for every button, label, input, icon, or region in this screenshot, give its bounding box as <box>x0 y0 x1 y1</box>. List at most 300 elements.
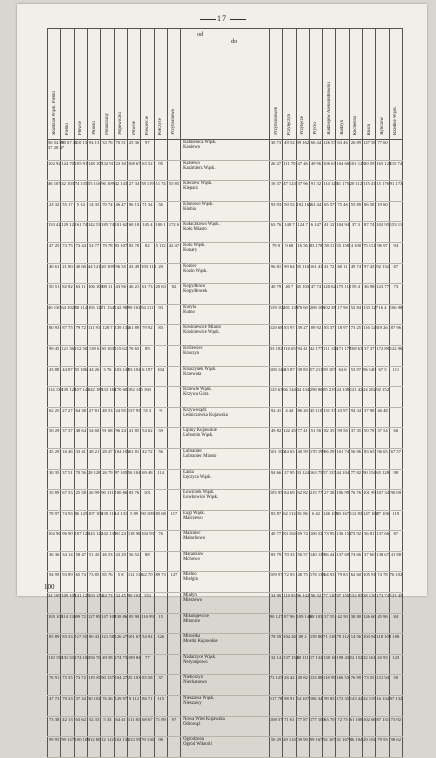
distance-cell <box>269 407 282 428</box>
station-name: Mitonice <box>183 618 201 624</box>
distance-cell <box>48 387 61 408</box>
distance-value: 79 112 <box>336 634 349 640</box>
distance-cell <box>141 469 154 490</box>
distance-cell <box>74 140 87 161</box>
distance-cell <box>48 675 61 696</box>
distance-cell <box>349 366 362 387</box>
distance-value: 71 61 <box>284 716 295 722</box>
table-row <box>48 490 403 511</box>
distance-cell <box>127 490 140 511</box>
distance-value: 80 114 <box>74 304 88 310</box>
distance-cell <box>296 160 309 181</box>
distance-cell <box>296 634 309 655</box>
distance-cell <box>167 490 180 511</box>
distance-cell <box>269 593 282 614</box>
distance-value: 182 145 <box>127 387 143 393</box>
distance-cell <box>349 160 365 181</box>
distance-value: 62 60 <box>350 572 362 578</box>
distance-cell <box>141 551 154 572</box>
distance-cell <box>269 613 282 634</box>
table-row <box>48 366 403 387</box>
distance-value <box>155 490 167 495</box>
distance-value: 73 125 <box>269 675 283 681</box>
distance-cell <box>61 737 74 758</box>
distance-value: 48 75 <box>297 572 308 578</box>
distance-value: 48 21 <box>88 448 100 454</box>
distance-cell <box>363 407 376 428</box>
page-bottom-number: 100 <box>44 583 55 591</box>
distance-cell <box>283 387 296 408</box>
distance-cell <box>48 242 61 263</box>
distance-value: 118 96 <box>127 531 141 537</box>
distance-value <box>168 490 180 495</box>
distance-cell <box>376 325 389 346</box>
distance-value: 101 99 <box>363 490 376 496</box>
right-column-header <box>309 29 322 140</box>
distance-cell <box>48 284 61 305</box>
station-name: Odrowąż <box>183 721 201 727</box>
distance-cell <box>363 160 376 181</box>
distance-cell <box>127 325 140 346</box>
right-column-header <box>283 29 296 140</box>
distance-cell <box>114 737 130 758</box>
distance-cell <box>376 654 389 675</box>
distance-value: 42 177 <box>309 345 323 351</box>
distance-value <box>168 264 180 269</box>
distance-value: 124 70 <box>61 160 74 166</box>
distance-cell <box>167 716 180 737</box>
distance-value: 104 26 <box>283 634 296 640</box>
station-name: Koniec <box>183 263 197 269</box>
distance-value: 104 <box>157 366 165 372</box>
distance-value: 56 <box>158 448 163 454</box>
distance-value: 133 59 <box>127 737 141 743</box>
distance-value: 37 54 <box>377 428 388 434</box>
distance-cell <box>74 407 87 428</box>
distance-cell <box>48 325 61 346</box>
distance-value <box>168 593 180 598</box>
distance-value: 105 95 <box>269 490 283 496</box>
station-name: Kołaczkowo Wąsk. <box>183 222 220 228</box>
distance-cell <box>363 387 376 408</box>
distance-cell <box>127 201 140 222</box>
distance-cell <box>87 284 103 305</box>
distance-cell <box>61 531 74 552</box>
distance-value: 37 3 <box>351 222 360 228</box>
station-name: Krzywosądź <box>183 407 207 413</box>
distance-cell <box>389 366 402 387</box>
station-names <box>181 531 270 552</box>
distance-cell <box>61 284 74 305</box>
distance-cell <box>87 263 100 284</box>
distance-value: 186 34 <box>309 696 323 702</box>
distance-cell <box>283 469 296 490</box>
distance-cell <box>349 140 362 161</box>
distance-value: 79 78 <box>102 242 113 248</box>
distance-value: 91 68 <box>102 428 113 434</box>
distance-cell <box>74 593 90 614</box>
distance-cell <box>269 242 282 263</box>
distance-value: 83 79 <box>270 551 282 557</box>
distance-cell <box>309 263 322 284</box>
table-row <box>48 407 403 428</box>
distance-value: 42 72 <box>142 448 153 454</box>
distance-cell <box>309 634 322 655</box>
distance-value: 86 104 <box>349 737 363 743</box>
distance-cell <box>87 716 100 737</box>
distance-cell <box>61 263 74 284</box>
distance-cell <box>336 304 349 325</box>
distance-cell <box>296 304 309 325</box>
distance-value: 34 60 <box>88 428 100 434</box>
distance-cell <box>154 737 167 758</box>
distance-value <box>168 161 180 166</box>
distance-value: 89 <box>145 345 150 351</box>
distance-value: 95 <box>158 160 163 166</box>
distance-cell <box>61 407 74 428</box>
distance-value: 73 25 <box>350 325 362 331</box>
distance-cell <box>74 201 87 222</box>
distance-cell <box>167 407 180 428</box>
distance-cell <box>154 222 167 243</box>
distance-value: 74 135 <box>74 181 88 187</box>
distance-value: 117 55 <box>74 634 88 640</box>
distance-cell <box>323 716 336 737</box>
distance-cell <box>87 140 100 161</box>
distance-value: 103 94 <box>363 634 376 640</box>
distance-value: 108 57 <box>269 716 283 722</box>
distance-cell <box>141 181 154 202</box>
distance-cell <box>154 387 167 408</box>
distance-value: 69 74 <box>297 531 308 537</box>
distance-cell <box>309 407 322 428</box>
distance-value: 83 76 <box>128 490 140 496</box>
distance-value: 46 107 <box>48 181 61 187</box>
distance-cell <box>363 284 376 305</box>
distance-cell <box>269 551 282 572</box>
distance-cell <box>48 531 61 552</box>
distance-value: 25 36 <box>128 140 140 145</box>
distance-value: 109 97 <box>269 572 283 578</box>
distance-cell <box>283 284 296 305</box>
distance-value: 137 95 <box>127 407 141 413</box>
distance-value: 123 <box>392 654 400 660</box>
distance-value: 63 52 <box>142 160 153 166</box>
distance-value: 96 140 <box>363 366 376 372</box>
distance-cell <box>283 407 296 428</box>
distance-value: 39 27 <box>297 325 308 331</box>
distance-value: 66 <box>393 428 399 434</box>
distance-value: 89 92 <box>310 325 322 331</box>
distance-cell <box>167 201 180 222</box>
distance-value: 127 89 <box>87 613 101 619</box>
distance-cell <box>154 634 167 655</box>
distance-cell <box>349 510 362 531</box>
distance-value: 67 53 <box>62 490 73 496</box>
distance-value: 100 108 <box>74 737 90 743</box>
station-name: Lubraniec <box>183 448 203 454</box>
distance-value <box>168 428 180 433</box>
distance-value: 101 <box>143 490 151 496</box>
distance-cell <box>74 304 87 325</box>
station-name: Nieszawa Wąsk. <box>183 696 215 702</box>
distance-cell <box>154 160 167 181</box>
distance-value: 17 96 <box>337 304 348 310</box>
distance-cell <box>296 469 309 490</box>
distance-value: 36 98 <box>364 284 375 290</box>
distance-value: 94 34 <box>350 407 362 413</box>
distance-value: 58 11 <box>324 242 335 248</box>
distance-value: 80 2 <box>298 634 307 640</box>
distance-cell <box>141 201 154 222</box>
distance-value: 108 <box>392 634 400 640</box>
station-name: Kaniewo <box>183 145 201 150</box>
distance-cell <box>389 304 402 325</box>
distance-value: 177 100 <box>309 716 325 722</box>
distance-value <box>155 655 167 660</box>
page-number: 17 <box>17 14 427 23</box>
distance-value: 40 77 <box>270 531 282 537</box>
distance-cell <box>389 407 402 428</box>
distance-cell <box>141 345 154 366</box>
station-name: Kazimierz Wąsk. <box>183 165 216 171</box>
distance-cell <box>376 284 389 305</box>
distance-cell <box>61 572 74 593</box>
distance-value: 27 34 <box>128 181 140 187</box>
distance-value: 3 76 <box>103 366 112 372</box>
distance-cell <box>167 366 180 387</box>
distance-value: 18 97 <box>337 325 348 331</box>
distance-cell <box>101 181 114 202</box>
table-row <box>48 510 403 531</box>
distance-value: 84 69 <box>284 490 295 496</box>
distance-cell <box>309 716 325 737</box>
distance-value: 102 38 <box>323 304 336 310</box>
table-row <box>48 675 403 696</box>
distance-cell <box>154 531 167 552</box>
distance-cell <box>154 428 167 449</box>
distance-cell <box>48 366 61 387</box>
distance-value: 50 78 <box>364 428 375 434</box>
distance-value: 86 71 <box>142 696 153 702</box>
distance-value: 36 81 <box>364 531 375 537</box>
distance-value: 104 102 <box>114 448 130 454</box>
distance-cell <box>141 572 154 593</box>
column-label: Rzadkie Wąsk. <box>393 106 399 135</box>
distance-cell <box>349 469 362 490</box>
distance-value: 71 89 <box>155 716 166 722</box>
distance-value: 30 59 <box>364 160 375 166</box>
distance-cell <box>283 572 296 593</box>
distance-value: 112 80 <box>87 737 101 743</box>
station-name: Krośniewice Wąsk. <box>183 330 220 336</box>
distance-value: 60 11 <box>337 263 348 269</box>
distance-cell <box>323 201 336 222</box>
distance-value: 78 60 <box>297 304 308 310</box>
distance-value: 14 35 <box>88 201 100 207</box>
distance-value: 40 59 <box>297 448 308 454</box>
distance-value: 67 57 <box>390 448 402 454</box>
distance-cell <box>376 407 389 428</box>
distance-value: 92 152 <box>376 387 390 393</box>
distance-value <box>168 387 180 392</box>
distance-value: 133 127 <box>363 304 378 310</box>
distance-value: 171 177 <box>336 345 352 351</box>
distance-value: 75 111 <box>363 242 376 248</box>
distance-cell <box>283 448 296 469</box>
distance-cell <box>154 325 167 346</box>
distance-cell <box>323 469 336 490</box>
distance-cell <box>376 140 389 161</box>
left-column-header <box>167 29 180 140</box>
distance-cell <box>101 593 114 614</box>
column-label: Płowki <box>91 121 97 135</box>
distance-cell <box>114 634 127 655</box>
distance-value: 119 35 <box>87 675 101 681</box>
distance-cell <box>283 304 299 325</box>
distance-cell <box>61 716 74 737</box>
distance-value: 33 124 <box>296 469 310 475</box>
station-names <box>181 181 270 202</box>
distance-value: 119 95 <box>283 593 296 599</box>
distance-value: 56 104 <box>127 469 141 475</box>
distance-value: 96 90 <box>62 531 73 537</box>
distance-cell <box>154 448 167 469</box>
distance-value: 77 82 <box>350 469 362 475</box>
distance-value: 87 74 <box>364 222 375 228</box>
station-names <box>181 160 270 181</box>
distance-cell <box>283 201 296 222</box>
distance-value: 41 12 <box>324 222 335 228</box>
distance-cell <box>389 510 402 531</box>
distance-value: 63 62 <box>75 716 86 722</box>
distance-value: 73 92 <box>350 531 362 537</box>
distance-cell <box>101 613 117 634</box>
distance-cell <box>154 696 167 717</box>
distance-value: 43 93 <box>377 654 388 660</box>
table-row <box>48 654 403 675</box>
distance-cell <box>154 242 167 263</box>
distance-cell <box>296 490 309 511</box>
distance-cell <box>376 510 389 531</box>
distance-cell <box>101 387 117 408</box>
distance-value: 44 134 <box>296 387 310 393</box>
distance-cell <box>61 696 74 717</box>
distance-cell <box>141 222 154 243</box>
distance-value: 115 62 <box>114 345 128 351</box>
distance-cell <box>127 510 140 531</box>
distance-value: 43 87 <box>284 366 295 372</box>
distance-value: 94 111 <box>141 304 154 310</box>
column-label: Rusin <box>366 123 372 135</box>
distance-value: 30 73 <box>270 140 282 145</box>
distance-value: 142 185 <box>87 387 103 393</box>
distance-cell <box>141 284 154 305</box>
distance-value: 71 34 <box>142 201 153 207</box>
distance-value: 73 <box>393 284 399 290</box>
distance-cell <box>336 325 349 346</box>
distance-value: 114 123 <box>323 181 338 187</box>
distance-cell <box>61 469 74 490</box>
table-row <box>48 201 403 222</box>
distance-cell <box>87 551 100 572</box>
distance-value: 114 133 <box>48 387 63 393</box>
table-row <box>48 531 403 552</box>
distance-value: 122 96 <box>389 345 403 351</box>
distance-cell <box>74 551 87 572</box>
distance-cell <box>154 140 167 161</box>
distance-cell <box>349 428 362 449</box>
distance-cell <box>269 160 282 181</box>
distance-cell <box>323 387 336 408</box>
distance-cell <box>323 325 336 346</box>
distance-cell <box>61 160 74 181</box>
distance-value: 102 66 <box>363 716 376 722</box>
distance-cell <box>154 510 167 531</box>
distance-cell <box>154 366 167 387</box>
distance-value: 105 100 <box>48 613 63 619</box>
distance-value: 27 81 <box>88 407 100 413</box>
distance-cell <box>363 613 376 634</box>
distance-cell <box>309 737 322 758</box>
distance-cell <box>154 201 167 222</box>
distance-cell <box>349 490 362 511</box>
distance-value: 76 99 <box>350 675 362 681</box>
distance-value: 126 57 <box>323 140 336 145</box>
distance-cell <box>114 387 127 408</box>
station-name: Lubraniec Miasto <box>183 453 217 459</box>
distance-value: 63 70 <box>324 716 335 722</box>
table-row <box>48 716 403 737</box>
distance-cell <box>61 366 74 387</box>
distance-cell <box>141 654 154 675</box>
distance-cell <box>74 242 87 263</box>
distance-value: 78 59 <box>270 634 282 640</box>
distance-value: 95 90 <box>128 613 140 619</box>
distance-cell <box>127 222 140 243</box>
distance-value: 72 75 <box>337 716 348 722</box>
distance-value: 46 21 <box>128 284 140 290</box>
distance-cell <box>336 160 349 181</box>
distance-cell <box>363 345 376 366</box>
station-name: Mirosłka <box>183 634 201 640</box>
station-names <box>181 551 270 572</box>
distance-value: 111 81 <box>127 716 141 722</box>
distance-value: 61 81 <box>128 448 140 454</box>
distance-value: 115 41 <box>363 181 376 187</box>
distance-value: 44 87 <box>62 366 73 372</box>
distance-cell <box>389 181 402 202</box>
distance-value: 42 143 <box>114 181 128 187</box>
distance-cell <box>61 387 77 408</box>
station-name: Królewiec <box>183 345 203 351</box>
distance-cell <box>376 634 392 655</box>
distance-value: 55 85 <box>168 181 180 187</box>
distance-value: 87 75 <box>62 325 73 331</box>
distance-value: 90 137 <box>101 675 114 681</box>
distance-value: 78 97 <box>48 510 60 516</box>
distance-value: 93 <box>158 304 163 310</box>
distance-cell <box>309 675 322 696</box>
station-name: Łęczyca Wąsk. <box>183 474 212 480</box>
distance-value: 98 91 <box>284 696 295 702</box>
distance-cell <box>309 325 322 346</box>
distance-cell <box>269 510 282 531</box>
distance-cell <box>363 716 376 737</box>
timetable-page <box>17 4 427 748</box>
distance-value: 121 42 <box>349 387 363 393</box>
distance-value <box>168 346 180 351</box>
